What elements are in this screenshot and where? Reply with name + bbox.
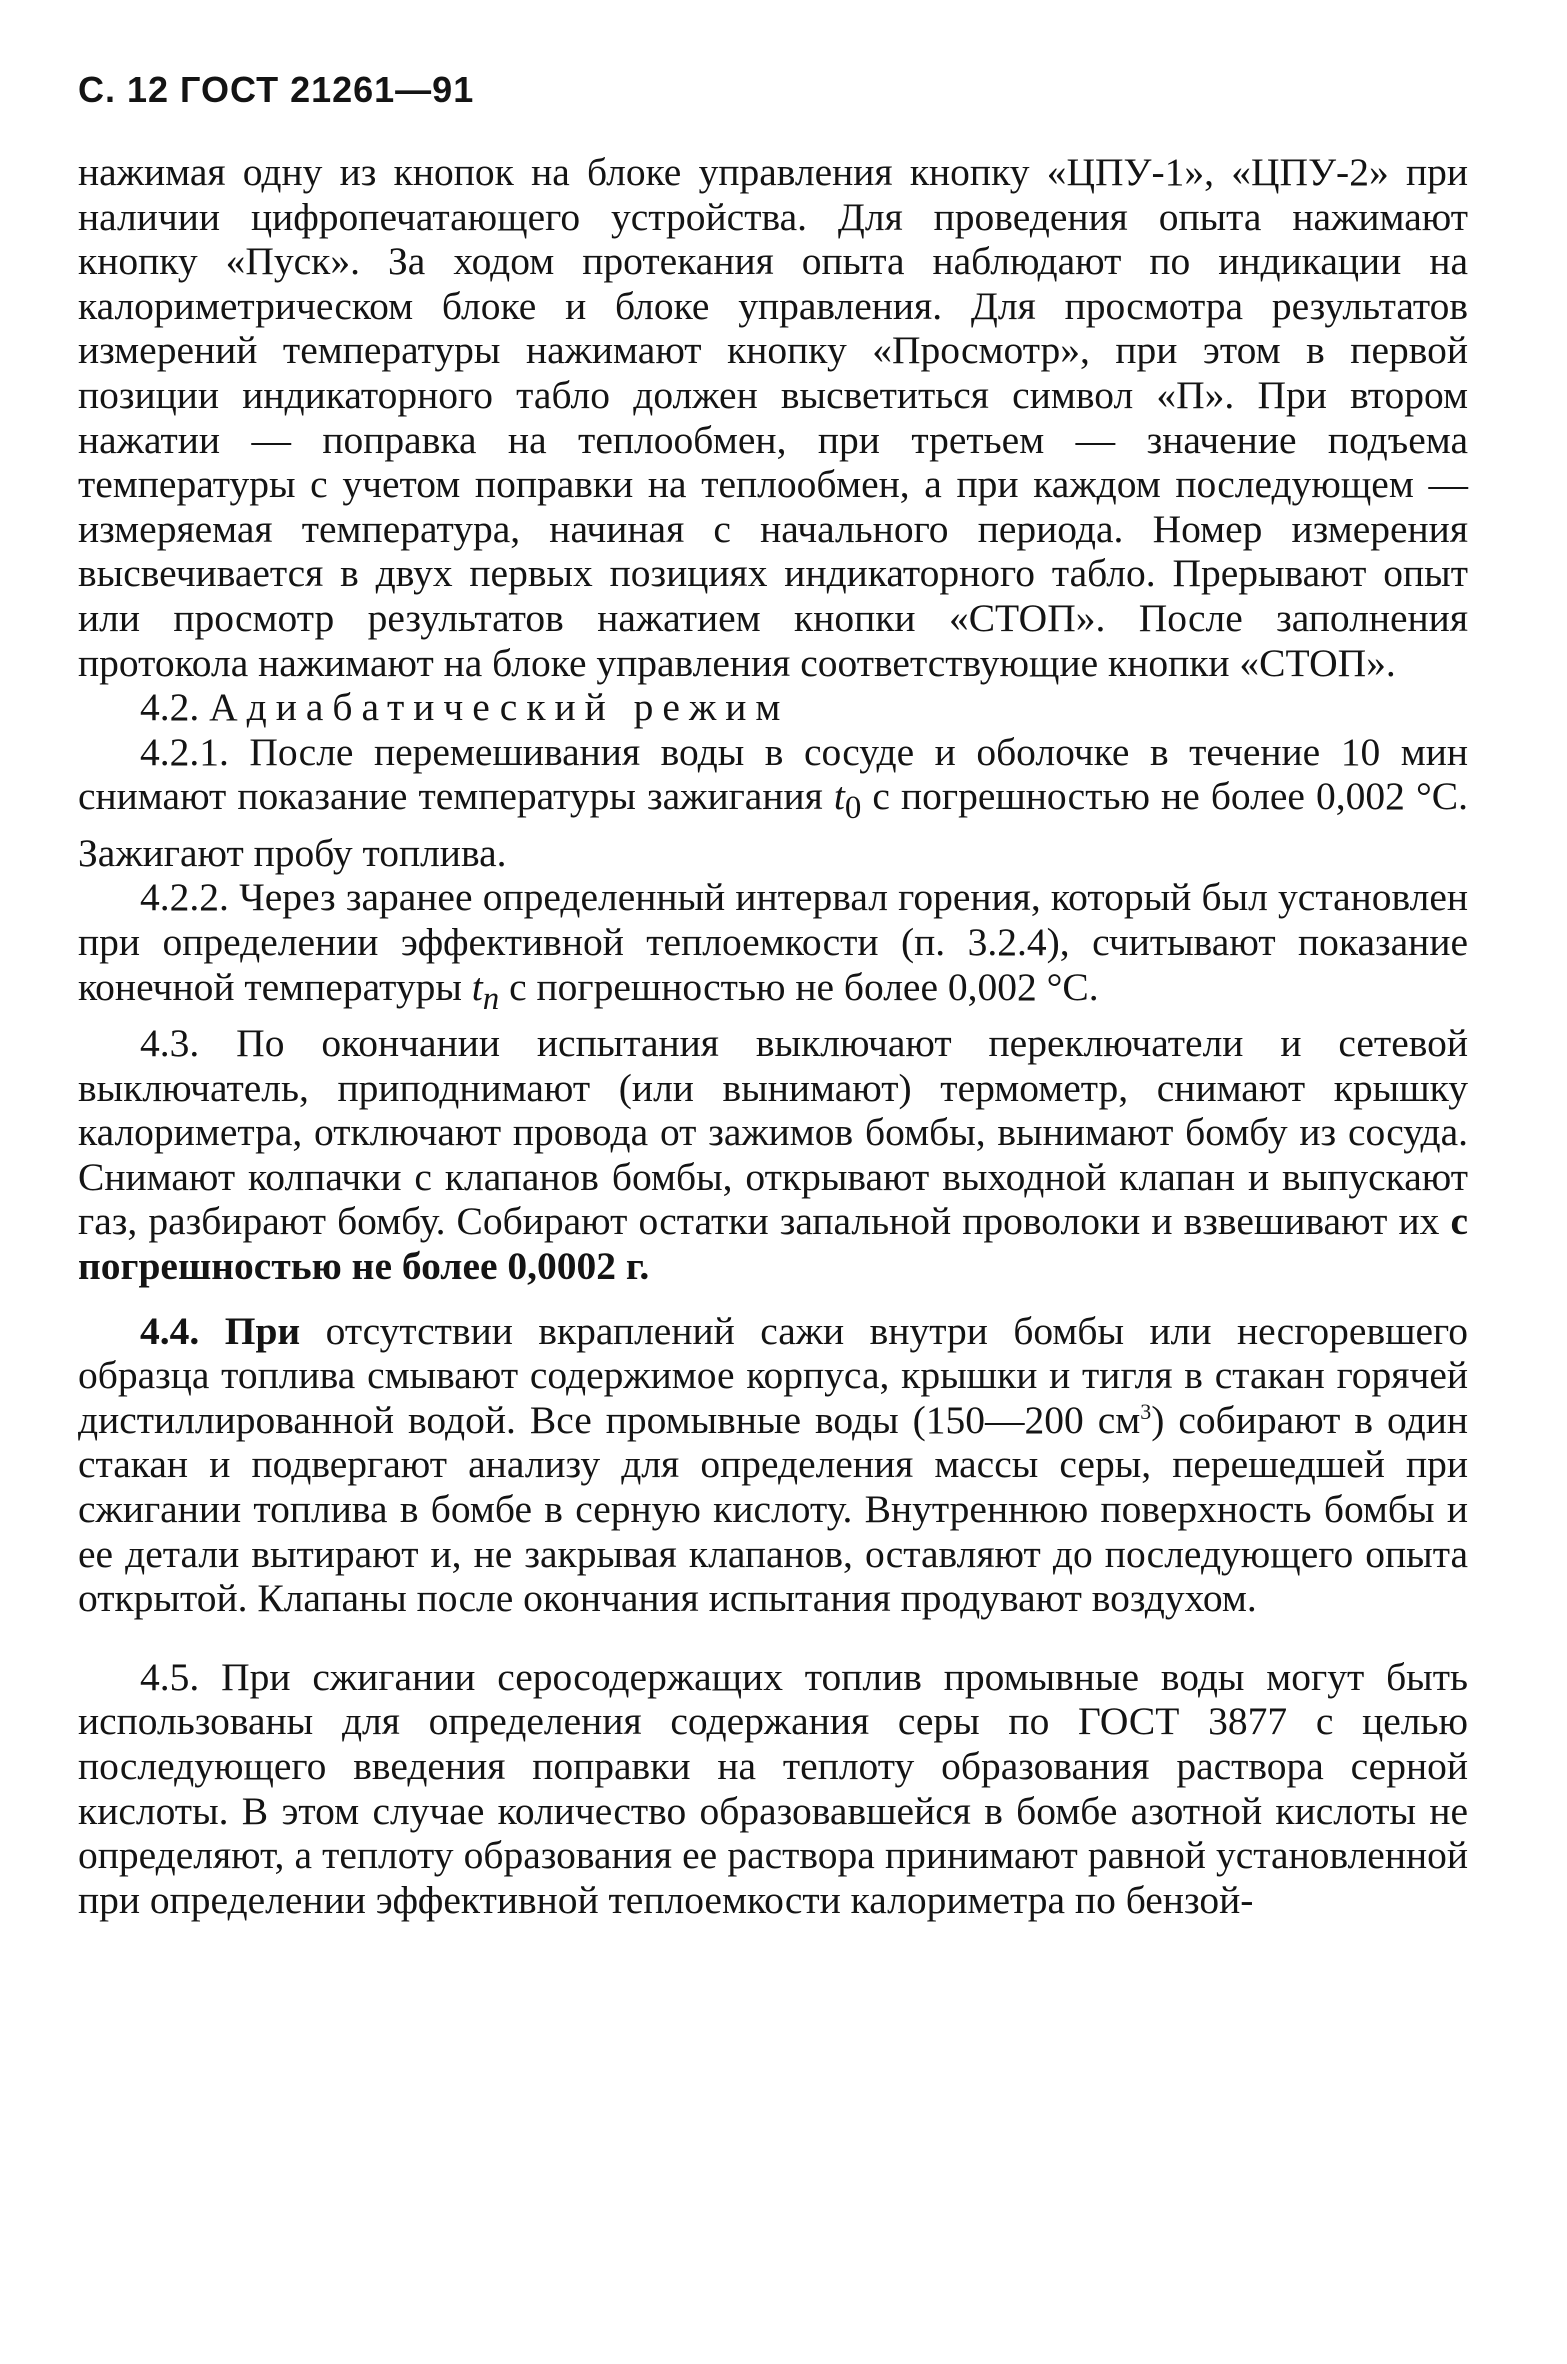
page-header: С. 12 ГОСТ 21261—91 (78, 69, 475, 110)
section-4-5: 4.5. При сжигании серосодержащих топлив промывные воды могут быть использованы для определения содержания серы по ГОСТ 3877 с целью последующего введения поправки на теплоту образования раствора серной кислоты. В этом случае количество образовавшейся в бомбе азотной кислоты не определяют, а теплоту образования ее раствора принимают равной установленной при определении эффективной теплоемкости калориметра по бензой- (78, 1654, 1468, 1922)
section-4-2-1 (78, 730, 1468, 876)
section-4-4-text-a: отсутствии вкраплений сажи внутри бомбы или несгоревшего образца топлива смывают содержимое корпуса, крышки и тигля в стакан горячей дистиллированной водой. Все промывные воды (150—200 см (78, 1308, 1469, 1442)
symbol-t-subscript: n (482, 980, 500, 1017)
section-4-2-title: Адиабатический режим (209, 685, 790, 730)
document-page (78, 70, 1468, 1922)
paragraph-intro: нажимая одну из кнопок на блоке управления кнопку «ЦПУ-1», «ЦПУ-2» при наличии цифропечатающего устройства. Для проведения опыта нажимают кнопку «Пуск». За ходом протекания опыта наблюдают по индикации на калориметрическом блоке и блоке управления. Для просмотра результатов измерений температуры нажимают кнопку «Просмотр», при этом в первой позиции индикаторного табло должен высветиться символ «П». При втором нажатии — поправка на теплообмен, при третьем — значение подъема температуры с учетом поправки на теплообмен, а при каждом последующем — измеряемая температура, начиная с начального периода. Номер измерения высвечивается в двух первых позициях индикаторного табло. Прерывают опыт или просмотр результатов нажатием кнопки «СТОП». После заполнения протокола нажимают на блоке управления соответствующие кнопки «СТОП». (78, 150, 1468, 685)
section-4-3-tolerance: с погрешностью не более 0,0002 г. (78, 1199, 1469, 1289)
section-4-2-2-text-b: с погрешностью не более 0,002 °С. (499, 964, 1099, 1009)
section-4-2-number: 4.2. (140, 685, 200, 730)
section-4-4-text-b: ) собирают в один стакан и подвергают анализу для определения массы серы, перешедшей при сжигании топлива в бомбе в серную кислоту. Внутреннюю поверхность бомбы и ее детали вытирают и, не закрывая клапанов, оставляют до последующего опыта открытой. Клапаны после окончания испытания продувают воздухом. (78, 1397, 1468, 1621)
section-4-2-1-text-b: с погрешностью не более 0,002 °С. Зажигают пробу топлива. (78, 774, 1468, 875)
section-4-2-2-text-a: 4.2.2. Через заранее определенный интервал горения, который был установлен при определении эффективной теплоемкости (п. 3.2.4), считывают показание конечной температуры (78, 875, 1468, 1009)
section-4-3 (78, 1021, 1468, 1289)
symbol-t: t (833, 774, 845, 819)
section-4-2-heading (78, 685, 1468, 730)
section-4-2-1-text-a: 4.2.1. После перемешивания воды в сосуде и оболочке в течение 10 мин снимают показание температуры зажигания (78, 729, 1468, 819)
unit-superscript: 3 (1140, 1398, 1152, 1424)
symbol-t: t (471, 964, 483, 1009)
section-4-4 (78, 1309, 1468, 1621)
section-4-3-text: 4.3. По окончании испытания выключают переключатели и сетевой выключатель, приподнимают (или вынимают) термометр, снимают крышку калориметра, отключают провода от зажимов бомбы, вынимают бомбу из сосуда. Снимают колпачки с клапанов бомбы, открывают выходной клапан и выпускают газ, разбирают бомбу. Собирают остатки запальной проволоки и взвешивают их (78, 1021, 1468, 1244)
section-4-4-lead: 4.4. При (140, 1308, 301, 1353)
symbol-t-subscript: 0 (844, 790, 862, 827)
section-4-2-2 (78, 875, 1468, 1021)
